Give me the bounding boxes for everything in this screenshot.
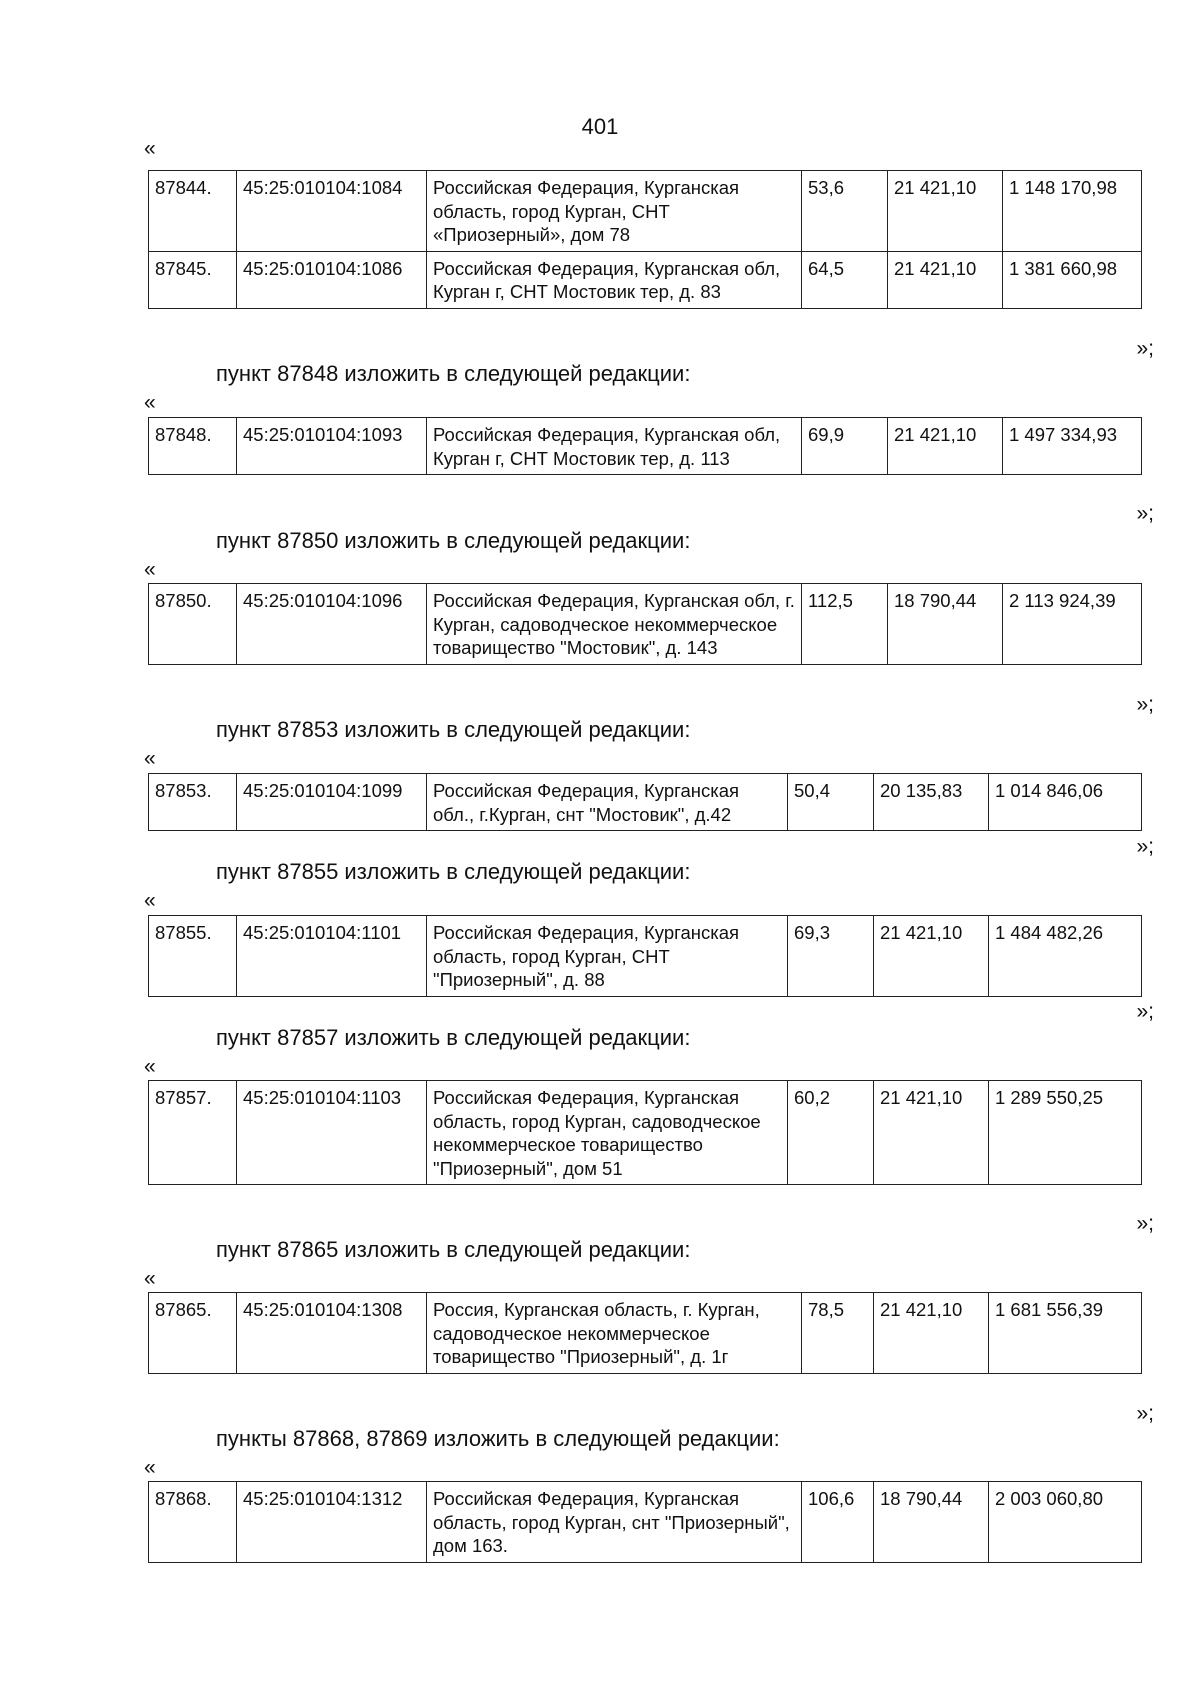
cadastral-value-cell: 2 003 060,80 (989, 1482, 1142, 1563)
area-cell: 64,5 (802, 251, 888, 308)
address-cell: Российская Федерация, Курганская область, город Курган, СНТ «Приозерный», дом 78 (427, 171, 802, 252)
cadastral-value-cell: 1 681 556,39 (989, 1293, 1142, 1374)
area-cell: 78,5 (802, 1293, 874, 1374)
price-per-unit-cell: 18 790,44 (874, 1482, 989, 1563)
address-cell: Российская Федерация, Курганская область, город Курган, садоводческое некоммерческое товарищество "Приозерный", дом 51 (427, 1081, 788, 1185)
cadastral-number-cell: 45:25:010104:1308 (237, 1293, 427, 1374)
closing-quote: »; (1136, 1212, 1154, 1235)
closing-quote: »; (1136, 693, 1154, 716)
table-row (149, 584, 1142, 665)
price-per-unit-cell: 18 790,44 (888, 584, 1003, 665)
price-per-unit-cell: 21 421,10 (888, 418, 1003, 475)
opening-quote: « (144, 747, 156, 770)
amendment-instruction: пункт 87848 изложить в следующей редакции: (216, 361, 691, 386)
closing-quote: »; (1136, 1000, 1154, 1023)
amendment-instruction: пункт 87865 изложить в следующей редакции: (216, 1237, 691, 1262)
property-table (148, 170, 1142, 309)
area-cell: 69,9 (802, 418, 888, 475)
cadastral-number-cell: 45:25:010104:1093 (237, 418, 427, 475)
area-cell: 53,6 (802, 171, 888, 252)
opening-quote: « (144, 1267, 156, 1290)
amendment-instruction: пункт 87853 изложить в следующей редакции: (216, 717, 691, 742)
row-number-cell: 87850. (149, 584, 237, 665)
table-row (149, 418, 1142, 475)
address-cell: Россия, Курганская область, г. Курган, садоводческое некоммерческое товарищество "Приозерный", д. 1г (427, 1293, 802, 1374)
cadastral-number-cell: 45:25:010104:1101 (237, 916, 427, 997)
closing-quote: »; (1136, 835, 1154, 858)
address-cell: Российская Федерация, Курганская область, город Курган, снт "Приозерный", дом 163. (427, 1482, 802, 1563)
area-cell: 50,4 (788, 774, 874, 831)
row-number-cell: 87853. (149, 774, 237, 831)
opening-quote: « (144, 1055, 156, 1078)
price-per-unit-cell: 21 421,10 (874, 1081, 989, 1185)
cadastral-value-cell: 2 113 924,39 (1003, 584, 1142, 665)
cadastral-value-cell: 1 484 482,26 (989, 916, 1142, 997)
address-cell: Российская Федерация, Курганская обл, г. Курган, садоводческое некоммерческое товарищество "Мостовик", д. 143 (427, 584, 802, 665)
closing-quote: »; (1136, 1402, 1154, 1425)
area-cell: 69,3 (788, 916, 874, 997)
property-table (148, 417, 1142, 475)
area-cell: 106,6 (802, 1482, 874, 1563)
page-number: 401 (581, 114, 619, 139)
table-row (149, 916, 1142, 997)
cadastral-number-cell: 45:25:010104:1099 (237, 774, 427, 831)
opening-quote: « (144, 889, 156, 912)
address-cell: Российская Федерация, Курганская обл., г.Курган, снт "Мостовик", д.42 (427, 774, 788, 831)
row-number-cell: 87848. (149, 418, 237, 475)
area-cell: 60,2 (788, 1081, 874, 1185)
cadastral-value-cell: 1 148 170,98 (1003, 171, 1142, 252)
cadastral-value-cell: 1 289 550,25 (989, 1081, 1142, 1185)
cadastral-value-cell: 1 497 334,93 (1003, 418, 1142, 475)
amendment-instruction: пункт 87850 изложить в следующей редакции: (216, 528, 691, 553)
amendment-instruction: пункт 87857 изложить в следующей редакции: (216, 1025, 691, 1050)
property-table (148, 1080, 1142, 1185)
row-number-cell: 87857. (149, 1081, 237, 1185)
property-table (148, 773, 1142, 831)
cadastral-number-cell: 45:25:010104:1312 (237, 1482, 427, 1563)
price-per-unit-cell: 21 421,10 (874, 916, 989, 997)
row-number-cell: 87845. (149, 251, 237, 308)
closing-quote: »; (1136, 502, 1154, 525)
table-row (149, 1081, 1142, 1185)
area-cell: 112,5 (802, 584, 888, 665)
price-per-unit-cell: 20 135,83 (874, 774, 989, 831)
cadastral-value-cell: 1 014 846,06 (989, 774, 1142, 831)
table-row (149, 1293, 1142, 1374)
opening-quote: « (144, 558, 156, 581)
row-number-cell: 87855. (149, 916, 237, 997)
cadastral-number-cell: 45:25:010104:1103 (237, 1081, 427, 1185)
opening-quote: « (144, 1456, 156, 1479)
address-cell: Российская Федерация, Курганская область, город Курган, СНТ "Приозерный", д. 88 (427, 916, 788, 997)
property-table (148, 1481, 1142, 1563)
amendment-instruction: пункты 87868, 87869 изложить в следующей редакции: (216, 1426, 780, 1451)
table-row (149, 171, 1142, 252)
cadastral-number-cell: 45:25:010104:1084 (237, 171, 427, 252)
cadastral-number-cell: 45:25:010104:1096 (237, 584, 427, 665)
price-per-unit-cell: 21 421,10 (874, 1293, 989, 1374)
opening-quote: « (144, 137, 156, 160)
table-row (149, 774, 1142, 831)
row-number-cell: 87865. (149, 1293, 237, 1374)
address-cell: Российская Федерация, Курганская обл, Курган г, СНТ Мостовик тер, д. 83 (427, 251, 802, 308)
amendment-instruction: пункт 87855 изложить в следующей редакции: (216, 859, 691, 884)
table-row (149, 251, 1142, 308)
cadastral-number-cell: 45:25:010104:1086 (237, 251, 427, 308)
property-table (148, 583, 1142, 665)
row-number-cell: 87868. (149, 1482, 237, 1563)
cadastral-value-cell: 1 381 660,98 (1003, 251, 1142, 308)
address-cell: Российская Федерация, Курганская обл, Курган г, СНТ Мостовик тер, д. 113 (427, 418, 802, 475)
opening-quote: « (144, 391, 156, 414)
price-per-unit-cell: 21 421,10 (888, 251, 1003, 308)
table-row (149, 1482, 1142, 1563)
row-number-cell: 87844. (149, 171, 237, 252)
closing-quote: »; (1136, 337, 1154, 360)
property-table (148, 915, 1142, 997)
property-table (148, 1292, 1142, 1374)
price-per-unit-cell: 21 421,10 (888, 171, 1003, 252)
